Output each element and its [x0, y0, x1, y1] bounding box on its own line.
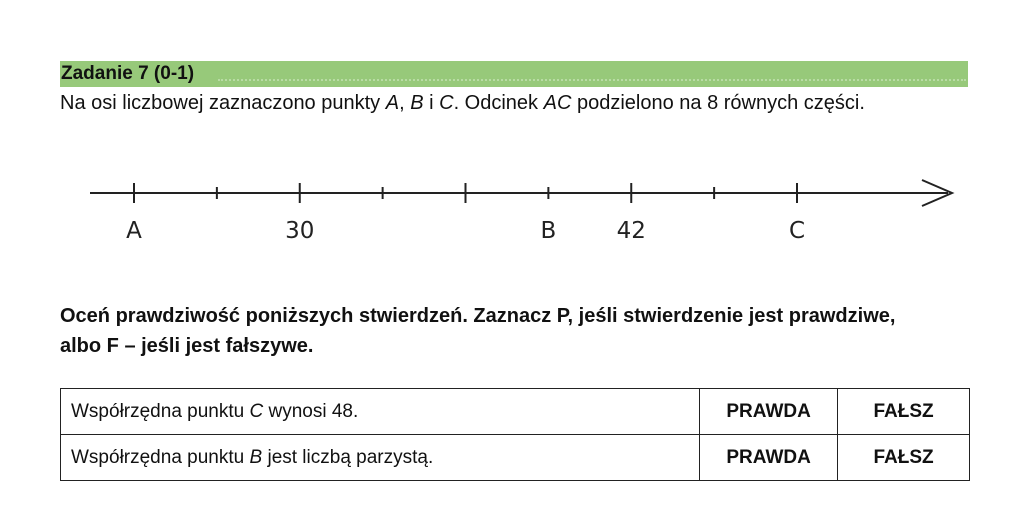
number-line-label: C [788, 218, 806, 244]
false-option[interactable]: FAŁSZ [838, 389, 970, 435]
number-line [0, 160, 1024, 260]
true-option[interactable]: PRAWDA [700, 435, 838, 481]
statements-table [60, 388, 970, 481]
statement-text: Współrzędna punktu C wynosi 48. [61, 389, 700, 435]
task-title: Zadanie 7 (0-1) [61, 63, 195, 84]
number-line-label: A [126, 218, 142, 244]
var-c: C [439, 92, 454, 114]
false-option[interactable]: FAŁSZ [838, 435, 970, 481]
statement-text: Współrzędna punktu B jest liczbą parzystą. [61, 435, 700, 481]
number-line-label: 30 [285, 218, 315, 244]
number-line-label: B [540, 218, 557, 244]
task-intro: Na osi liczbowej zaznaczono punkty A, B i C. Odcinek AC podzielono na 8 równych części. [60, 92, 865, 114]
table-row [61, 435, 970, 481]
true-option[interactable]: PRAWDA [700, 389, 838, 435]
table-row [61, 389, 970, 435]
task-header [60, 61, 968, 87]
instruction-text: Oceń prawdziwość poniższych stwierdzeń. Zaznacz P, jeśli stwierdzenie jest prawdziwe, albo F – jeśli jest fałszywe. [60, 305, 896, 357]
header-dotted-leader [218, 79, 966, 81]
var-a: A [385, 92, 400, 114]
var-ac: AC [543, 92, 572, 114]
var-b: B [410, 92, 424, 114]
number-line-label: 42 [616, 218, 646, 244]
